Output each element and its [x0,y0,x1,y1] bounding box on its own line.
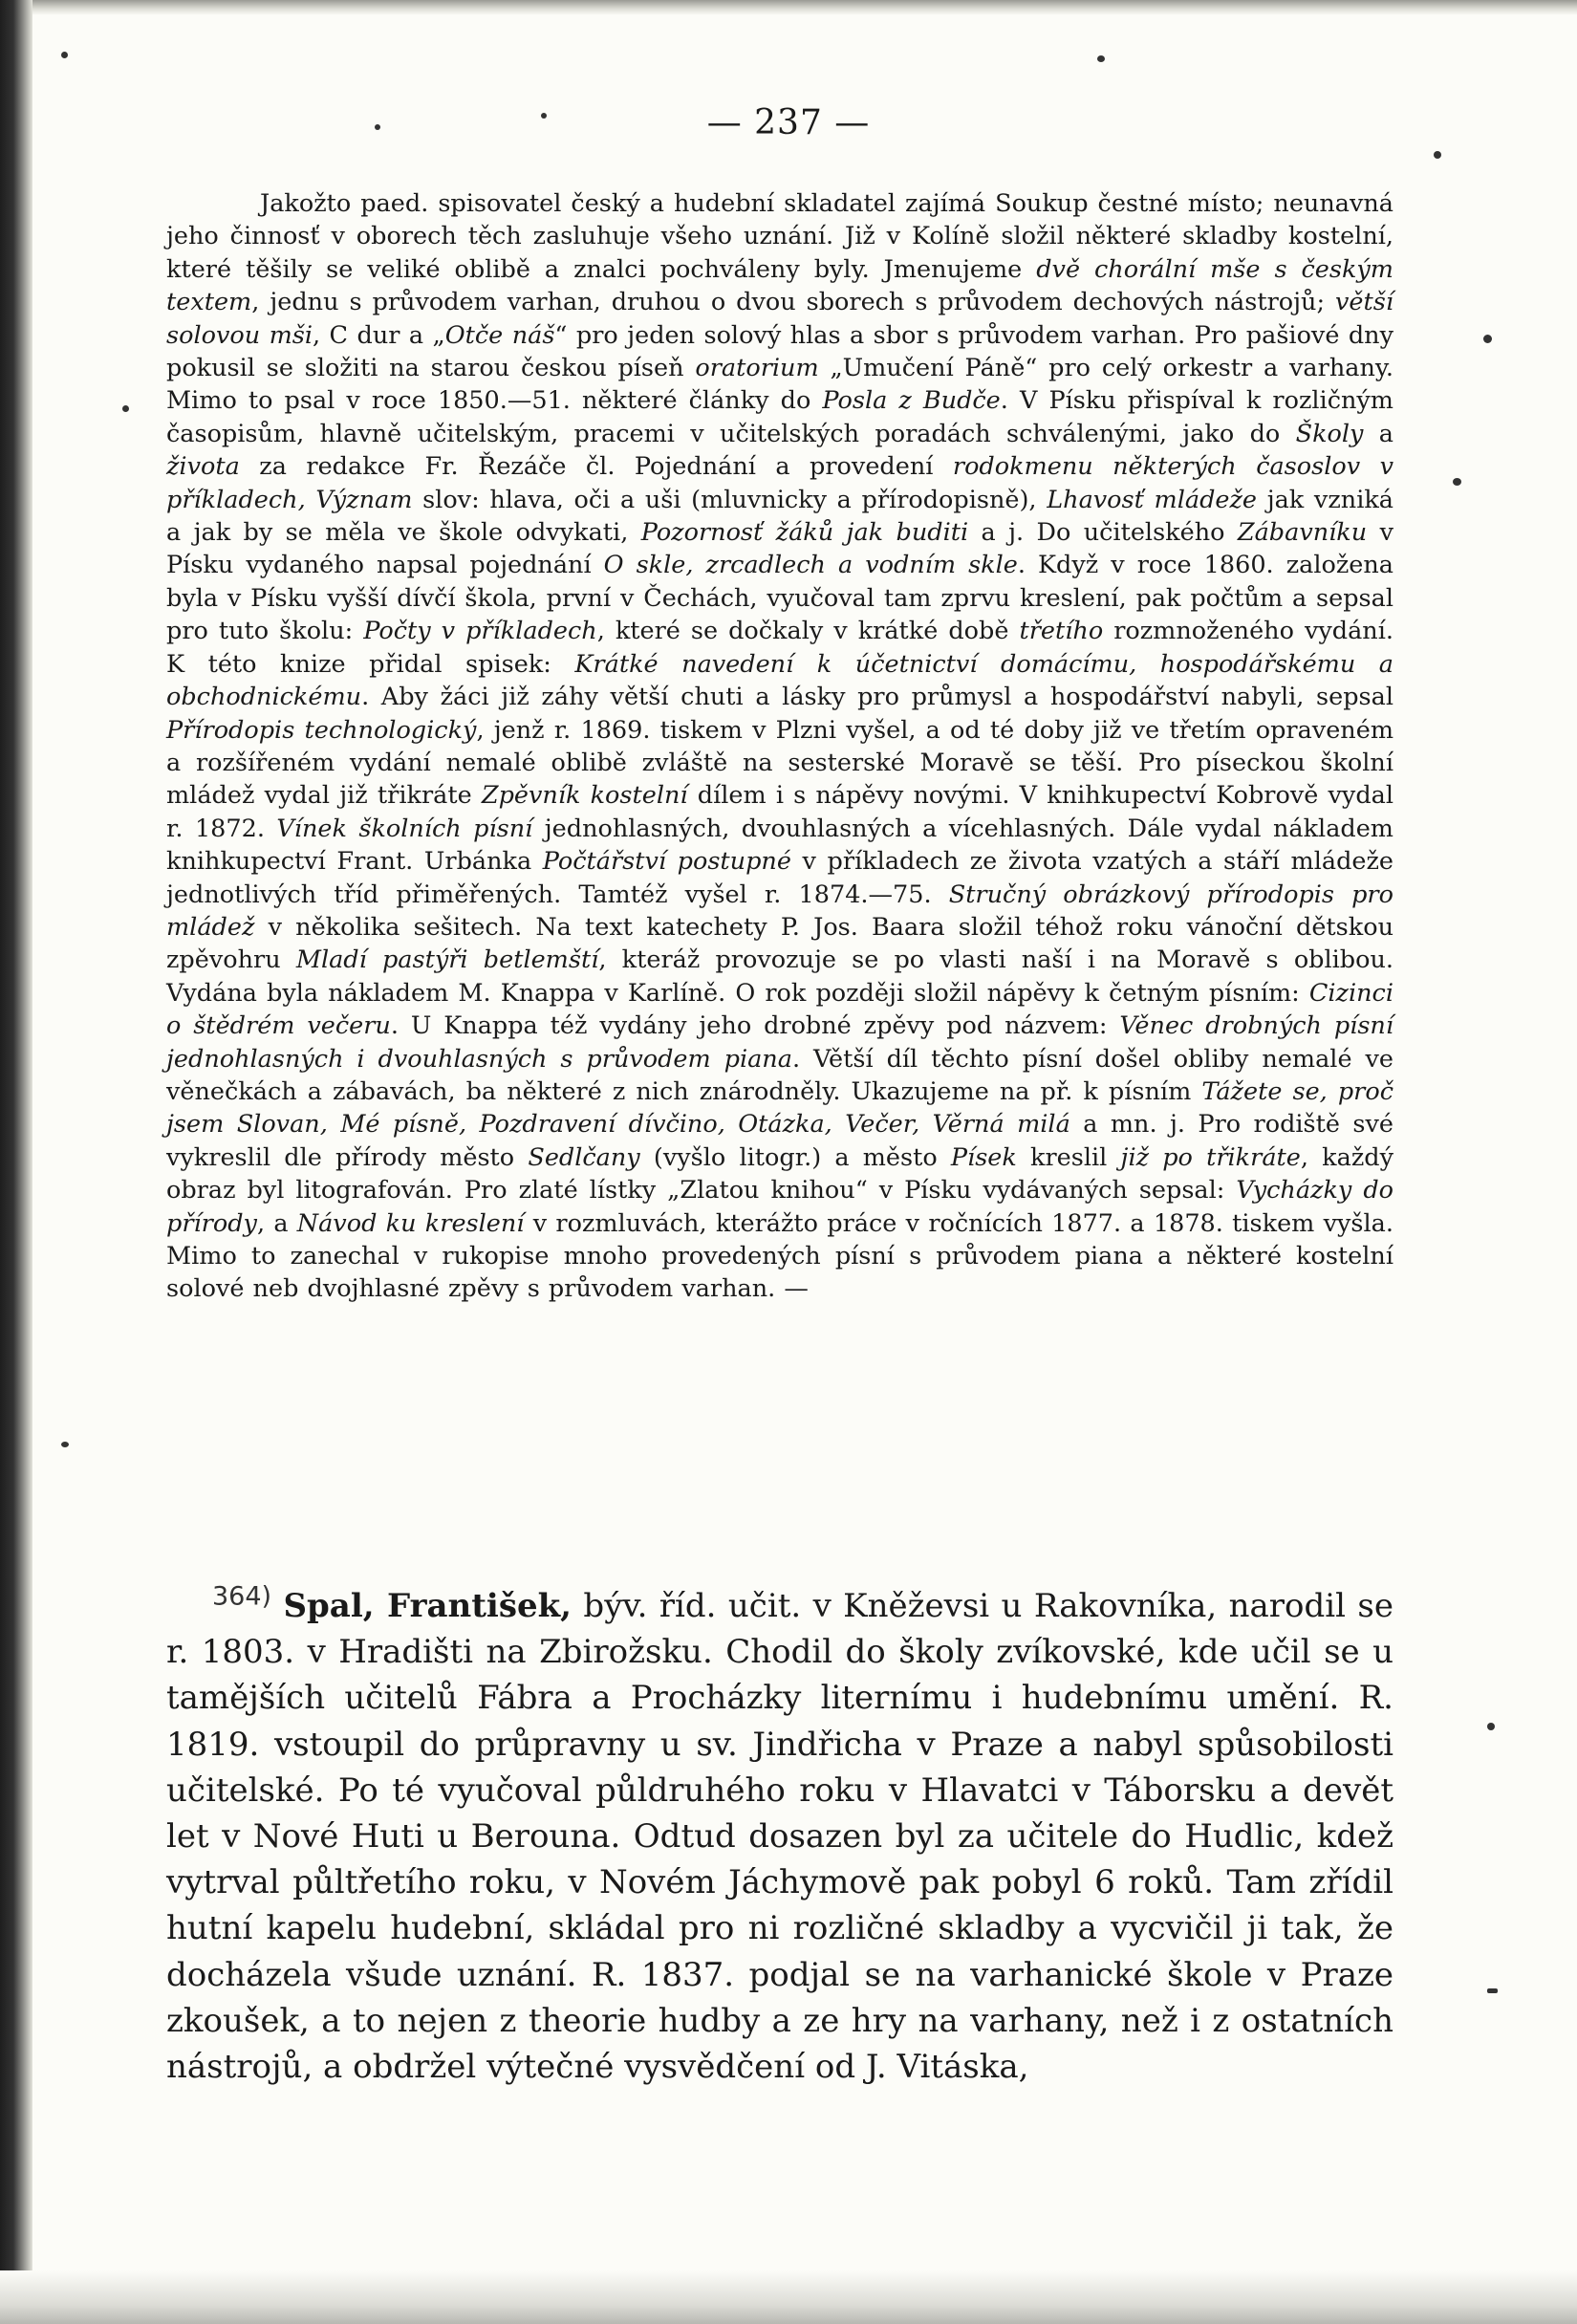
title-ref: Lhavosť mládeže [1047,485,1258,514]
title-ref: Zpěvník kostelní [481,781,688,811]
text-run: . Větší díl těchto písní došel obliby nemalé ve věnečkách a zábavách, ba některé z nich znárodněly. Ukazujeme na př. k písním [166,1044,1393,1106]
text-run: , jenž r. 1869. tiskem v Plzni vyšel, a od té doby již ve třetím opraveném a rozšířeném vydání nemalé oblibě zvláště na sesterské Moravě se těší. Pro píseckou školní mládež vydal již třikráte [166,715,1393,811]
text-run: jak vzniká a jak by se měla ve škole odvykati, [166,485,1394,548]
text-run: v Písku vydaného napsal pojednání [166,518,1393,580]
title-ref: Posla z Budče [822,386,1001,416]
title-ref: Zábavníku [1237,518,1368,548]
title-ref: Sedlčany [528,1142,640,1172]
text-run: “ pro jeden solový hlas a sbor s průvodem varhan. Pro pašiové dny pokusil se složiti na starou českou píseň [166,320,1394,383]
scan-top-edge [32,0,1577,15]
text-run: . V Písku přispíval k rozličným časopisům, hlavně učitelským, pracemi v učitelských poradách schválenými, jako do [166,386,1393,448]
title-ref: Školy [1295,419,1364,448]
scan-bottom-edge [0,2270,1577,2324]
entry-spal [166,1583,1393,2090]
entry-number: 364) [212,1581,272,1612]
title-ref: Písek [950,1142,1017,1172]
scan-speck [1434,151,1441,159]
title-ref: Počty v příkladech [363,617,597,646]
scan-speck [61,52,68,58]
scan-speck [1487,1723,1495,1730]
text-run: dílem i s nápěvy novými. V knihkupectví Kobrově vydal r. 1872. [166,781,1394,843]
title-ref: O skle, zrcadlech a vodním skle [603,551,1018,580]
text-run: , každý obraz byl litografován. Pro zlaté lístky „Zlatou knihou“ v Písku vydávaných sepsal: [166,1142,1393,1205]
scan-speck [1453,478,1461,486]
scan-speck [1097,55,1105,62]
title-ref: Mladí pastýři betlemští [295,945,599,975]
title-ref: života [166,452,240,482]
text-run: (vyšlo litogr.) a město [639,1142,951,1172]
title-ref: Přírodopis technologický [166,715,477,745]
paragraph-soukup [166,187,1393,1306]
text-run: za redakce Fr. Řezáče čl. Pojednání a provedení [239,452,953,482]
scan-binding-edge [0,0,32,2324]
title-ref: Pozornosť žáků jak buditi [640,518,969,548]
entry-body: býv. říd. učit. v Kněževsi u Rakovníka, narodil se r. 1803. v Hradišti na Zbirožsku. Chodil do školy zvíkovské, kde učil se u tamějších učitelů Fábra a Procházky liternímu i hudebnímu umění. R. 1819. vstoupil do průpravny u sv. Jindřicha v Praze a nabyl spůsobilosti učitelské. Po té vyučoval půldruhého roku v Hlavatci v Táborsku a devět let v Nové Huti u Berouna. Odtud dosazen byl za učitele do Hudlic, kdež vytrval půltřetího roku, v Novém Jáchymově pak pobyl 6 roků. Tam zřídil hutní kapelu hudební, skládal pro ni rozličné skladby a vycvičil ji tak, že docházela všude uznání. R. 1837. podjal se na varhanické škole v Praze zkoušek, a to nejen z theorie hudby a ze hry na varhany, než i z ostatních nástrojů, a obdržel výtečné vysvědčení od J. Vitáska, [166,1587,1393,2087]
text-run: , a [256,1208,297,1238]
title-ref: rodokmenu některých časoslov v příkladech, Význam [166,452,1393,514]
title-ref: Stručný obrázkový přírodopis pro mládež [166,880,1393,942]
text-run: Jakožto paed. spisovatel český a hudební skladatel zajímá Soukup čestné místo; neunavná jeho činnosť v oborech těch zasluhuje všeho uznání. Již v Kolíně složil některé skladby kostelní, které těšily se veliké oblibě a znalci pochváleny byly. Jmenujeme [166,189,1393,284]
text-run: a j. Do učitelského [968,518,1238,548]
title-ref: dvě chorální mše s českým textem [166,254,1393,317]
scan-speck [61,1442,69,1447]
title-ref: třetího [1019,617,1104,646]
text-run: . U Knappa též vydány jeho drobné zpěvy pod názvem: [390,1011,1120,1041]
text-run: jednohlasných, dvouhlasných a vícehlasných. Dále vydal nákladem knihkupectví Frant. Urbánka [166,814,1393,877]
title-ref: již po třikráte [1120,1142,1301,1172]
entry-name: Spal, František, [283,1587,572,1625]
title-ref: větší solovou mši [166,288,1393,350]
text-run: v příkladech ze života vzatých a stáří mládeže jednotlivých tříd přiměřených. Tamtéž vyšel r. 1874.—75. [166,847,1394,909]
title-ref: Otče náš [444,320,555,350]
page-number: — 237 — [706,103,871,142]
text-run: . Aby žáci již záhy větší chuti a lásky pro průmysl a hospodářství nabyli, sepsal [361,683,1393,712]
text-run: v několika sešitech. Na text katechety P. Jos. Baara složil téhož roku vánoční dětskou zpěvohru [166,912,1393,975]
text-run: , C dur a „ [313,320,445,350]
text-run: , které se dočkaly v krátké době [596,617,1020,646]
title-ref: Vycházky do přírody [166,1176,1393,1238]
title-ref: Cizinci o štědrém večeru [166,978,1393,1041]
title-ref: Vínek školních písní [276,814,533,843]
scan-speck [1483,335,1492,343]
text-run: . Když v roce 1860. založena byla v Písku vyšší dívčí škola, první v Čechách, vyučoval tam zprvu kreslení, pak počtům a sepsal pro tuto školu: [166,551,1393,646]
scan-speck [122,405,129,412]
text-run: a mn. j. Pro rodiště své vykreslil dle přírody město [166,1110,1393,1172]
title-ref: oratorium [695,354,819,383]
text-run: , jednu s průvodem varhan, druhou o dvou sborech s průvodem dechových nástrojů; [251,288,1335,317]
title-ref: Věnec drobných písní jednohlasných i dvouhlasných s průvodem piana [166,1011,1393,1074]
scan-speck [1487,1988,1498,1993]
text-run: kreslil [1016,1142,1121,1172]
text-run: v rozmluvách, kterážto práce v ročnících 1877. a 1878. tiskem vyšla. Mimo to zanechal v rukopise mnoho provedených písní s průvodem piana a některé kostelní solové neb dvojhlasné zpěvy s průvodem varhan. — [166,1208,1393,1304]
title-ref: Krátké navedení k účetnictví domácímu, hospodářskému a obchodnickému [166,649,1393,712]
text-run: a [1363,419,1393,448]
title-ref: Počtářství postupné [542,847,791,877]
title-ref: Návod ku kreslení [296,1208,525,1238]
text-run: rozmnoženého vydání. K této knize přidal spisek: [166,617,1393,679]
title-ref: Tážete se, proč jsem Slovan, Mé písně, Pozdravení dívčino, Otázka, Večer, Věrná milá [166,1076,1393,1140]
text-run: slov: hlava, oči a uši (mluvnicky a přírodopisně), [412,485,1048,514]
text-run: , kteráž provozuje se po vlasti naší i na Moravě s oblibou. Vydána byla nákladem M. Knappa v Karlíně. O rok později složil nápěvy k četným písním: [166,945,1394,1008]
text-run: „Umučení Páně“ pro celý orkestr a varhany. Mimo to psal v roce 1850.—51. některé články do [166,354,1394,416]
